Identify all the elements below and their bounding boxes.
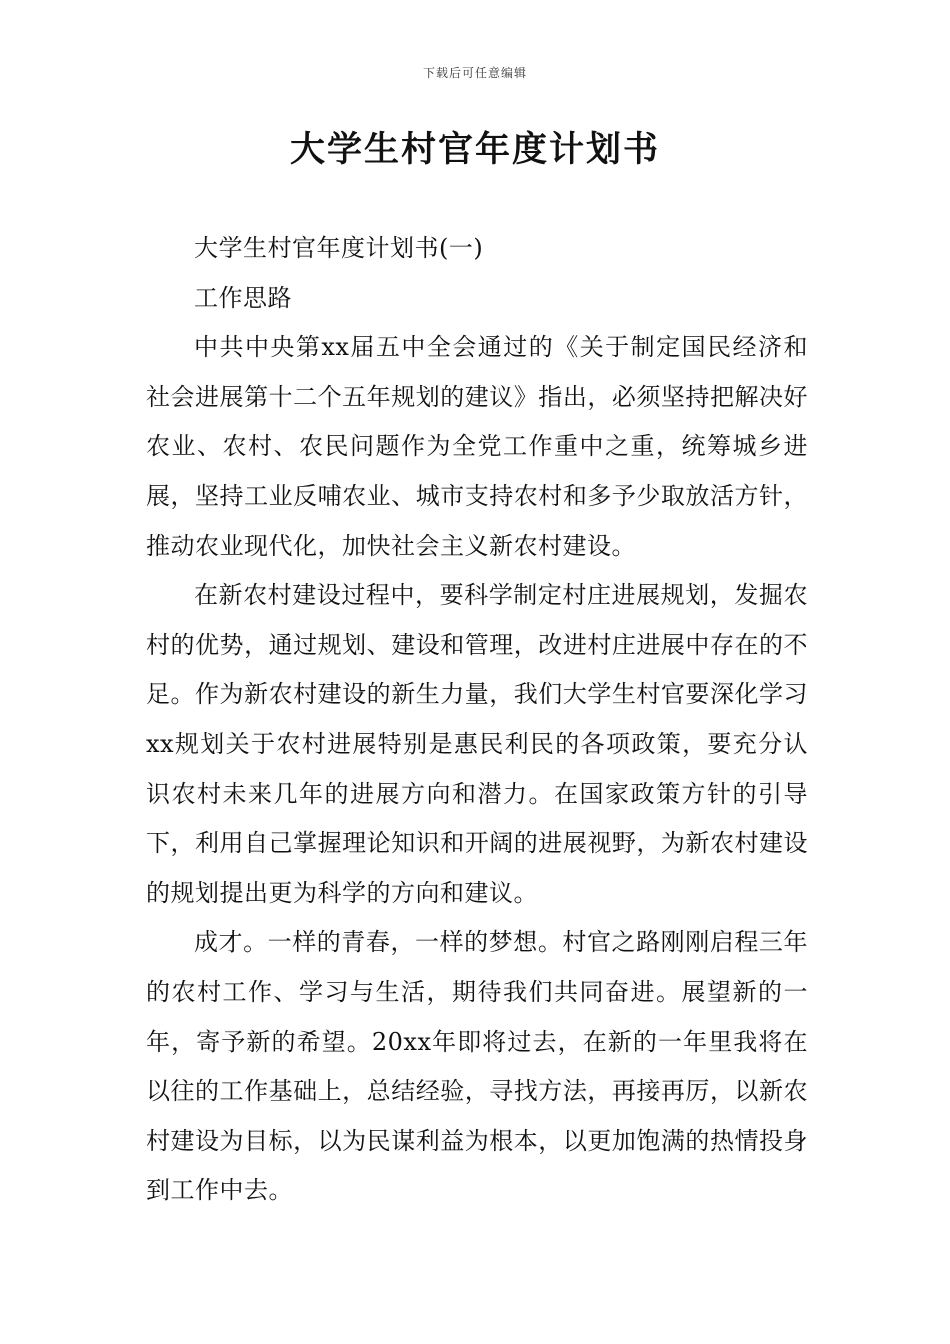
header-note: 下载后可任意编辑: [422, 66, 527, 80]
document-body: [146, 224, 808, 1216]
paragraph: 在新农村建设过程中，要科学制定村庄进展规划，发掘农村的优势，通过规划、建设和管理，改进村庄进展中存在的不足。作为新农村建设的新生力量，我们大学生村官要深化学习xx规划关于农村进展特别是惠民利民的各项政策，要充分认识农村未来几年的进展方向和潜力。在国家政策方针的引导下，利用自己掌握理论知识和开阔的进展视野，为新农村建设的规划提出更为科学的方向和建议。: [146, 581, 808, 907]
paragraph-subtitle: 大学生村官年度计划书(一): [194, 234, 484, 262]
document-title: 大学生村官年度计划书: [289, 129, 660, 170]
paragraph: 中共中央第xx届五中全会通过的《关于制定国民经济和社会进展第十二个五年规划的建议》指出，必须坚持把解决好农业、农村、农民问题作为全党工作重中之重，统筹城乡进展，坚持工业反哺农业、城市支持农村和多予少取放活方针， 推动农业现代化，加快社会主义新农村建设。: [146, 333, 808, 560]
paragraph-section-heading: 工作思路: [194, 283, 292, 312]
paragraph: 成才。一样的青春，一样的梦想。村官之路刚刚启程三年的农村工作、学习与生活，期待我们共同奋进。展望新的一年，寄予新的希望。20xx年即将过去，在新的一年里我将在以往的工作基础上，总结经验，寻找方法，再接再厉，以新农村建设为目标，以为民谋利益为根本，以更加饱满的热情投身到工作中去。: [146, 928, 808, 1205]
